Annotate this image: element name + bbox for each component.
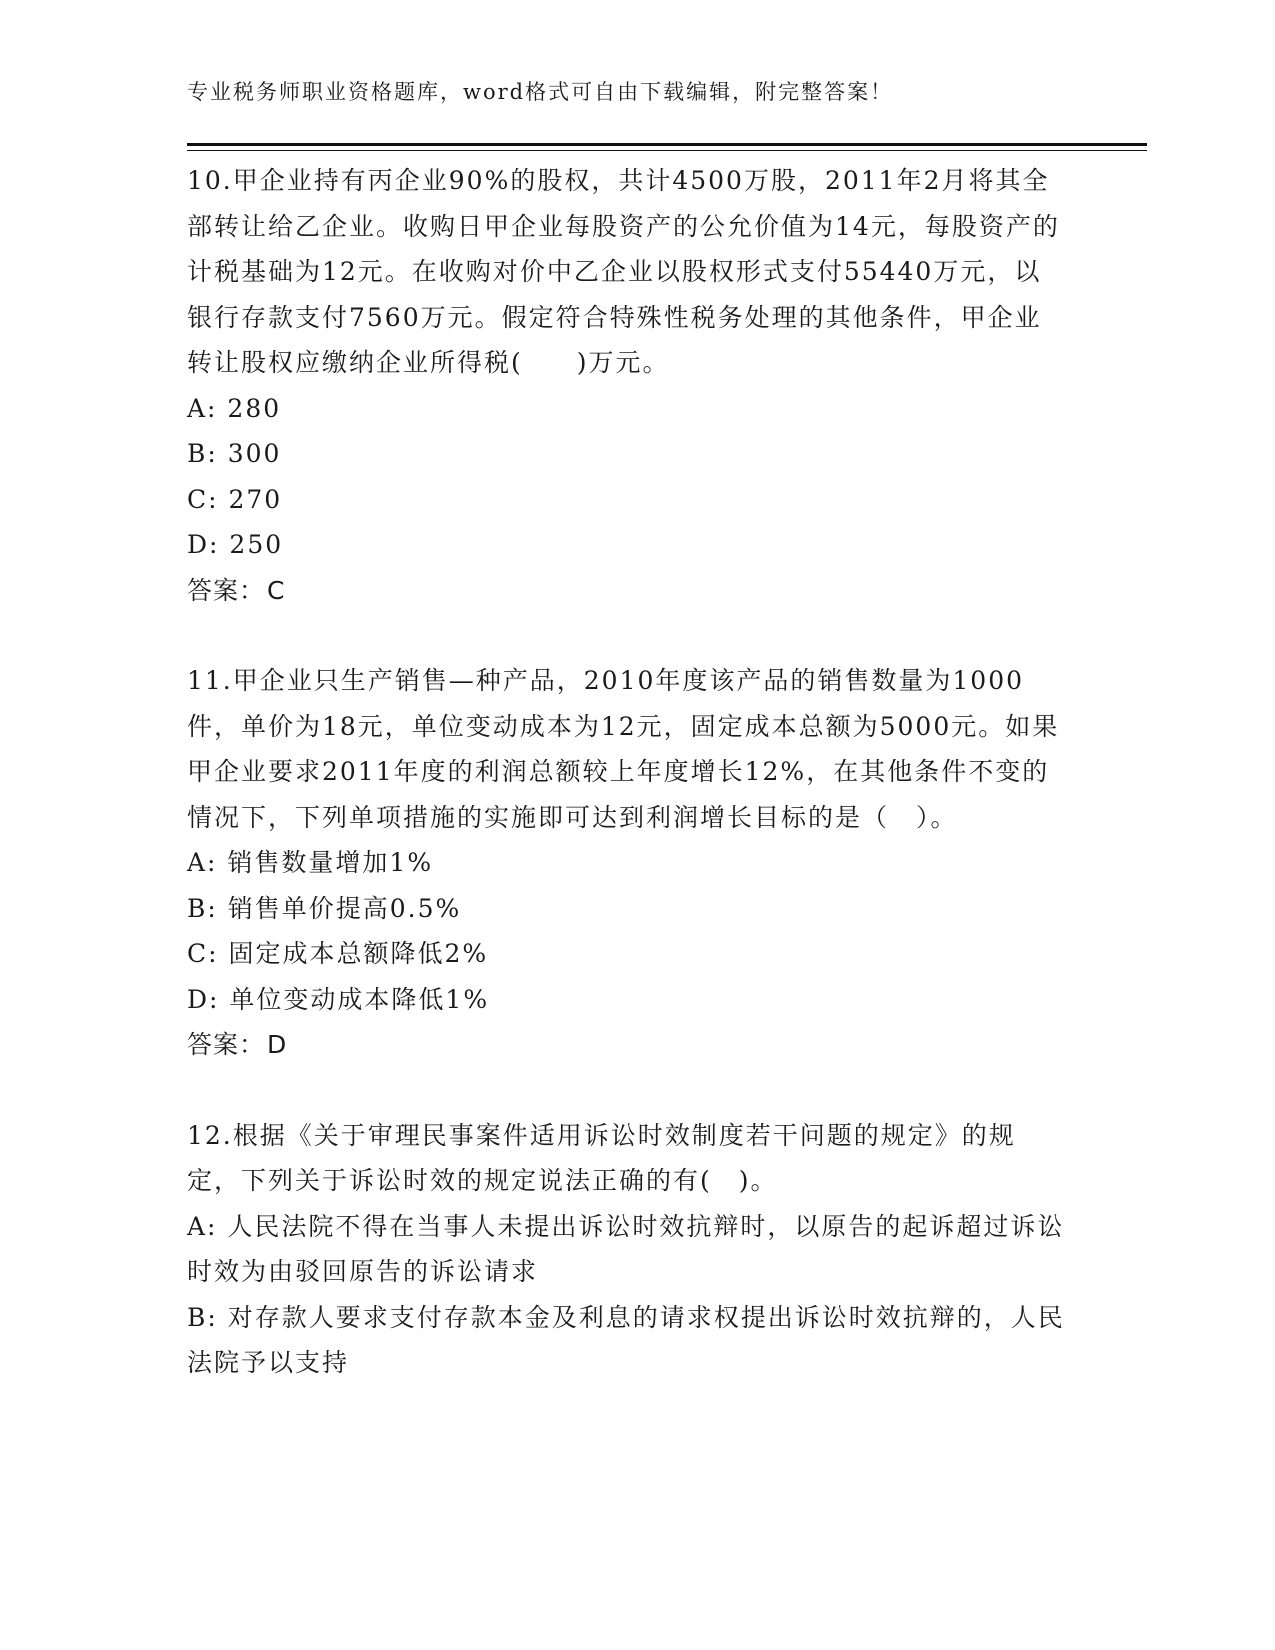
option-c: C: 固定成本总额降低2% <box>187 939 489 968</box>
answer-value: C <box>267 575 286 605</box>
answer <box>187 1022 1067 1068</box>
question-list <box>187 158 1067 1431</box>
question-12 <box>187 1113 1067 1386</box>
option-b: B: 对存款人要求支付存款本金及利息的请求权提出诉讼时效抗辩的，人民法院予以支持 <box>187 1302 1065 1377</box>
option-c: C: 270 <box>187 484 283 514</box>
option-a: A: 人民法院不得在当事人未提出诉讼时效抗辩时，以原告的起诉超过诉讼时效为由驳回原告的诉讼请求 <box>187 1211 1065 1286</box>
question-11 <box>187 658 1067 1068</box>
question-stem: 11.甲企业只生产销售—种产品，2010年度该产品的销售数量为1000件，单价为18元，单位变动成本为12元，固定成本总额为5000元。如果甲企业要求2011年度的利润总额较上年度增长12%，在其他条件不变的情况下，下列单项措施的实施即可达到利润增长目标的是（ ）。 <box>187 666 1060 832</box>
header-divider-thick <box>187 143 1147 146</box>
option-a: A: 280 <box>187 393 282 423</box>
option-a: A: 销售数量增加1% <box>187 848 434 877</box>
option-b: B: 300 <box>187 439 282 468</box>
option-d: D: 单位变动成本降低1% <box>187 984 490 1014</box>
page-header: 专业税务师职业资格题库，word格式可自由下载编辑，附完整答案！ <box>187 80 894 104</box>
question-10 <box>187 158 1067 613</box>
answer-label: 答案： <box>187 1030 266 1059</box>
question-stem: 10.甲企业持有丙企业90%的股权，共计4500万股，2011年2月将其全部转让给乙企业。收购日甲企业每股资产的公允价值为14元，每股资产的计税基础为12元。在收购对价中乙企业以股权形式支付55440万元，以银行存款支付7560万元。假定符合特殊性税务处理的其他条件，甲企业转让股权应缴纳企业所得税( )万元。 <box>187 166 1060 377</box>
answer-value: D <box>267 1030 288 1059</box>
question-stem: 12.根据《关于审理民事案件适用诉讼时效制度若干问题的规定》的规定，下列关于诉讼时效的规定说法正确的有( )。 <box>187 1120 1016 1195</box>
header-divider-thin <box>187 150 1147 151</box>
answer <box>187 568 1067 614</box>
option-b: B: 销售单价提高0.5% <box>187 893 462 923</box>
answer-label: 答案： <box>187 575 266 605</box>
option-d: D: 250 <box>187 530 284 559</box>
